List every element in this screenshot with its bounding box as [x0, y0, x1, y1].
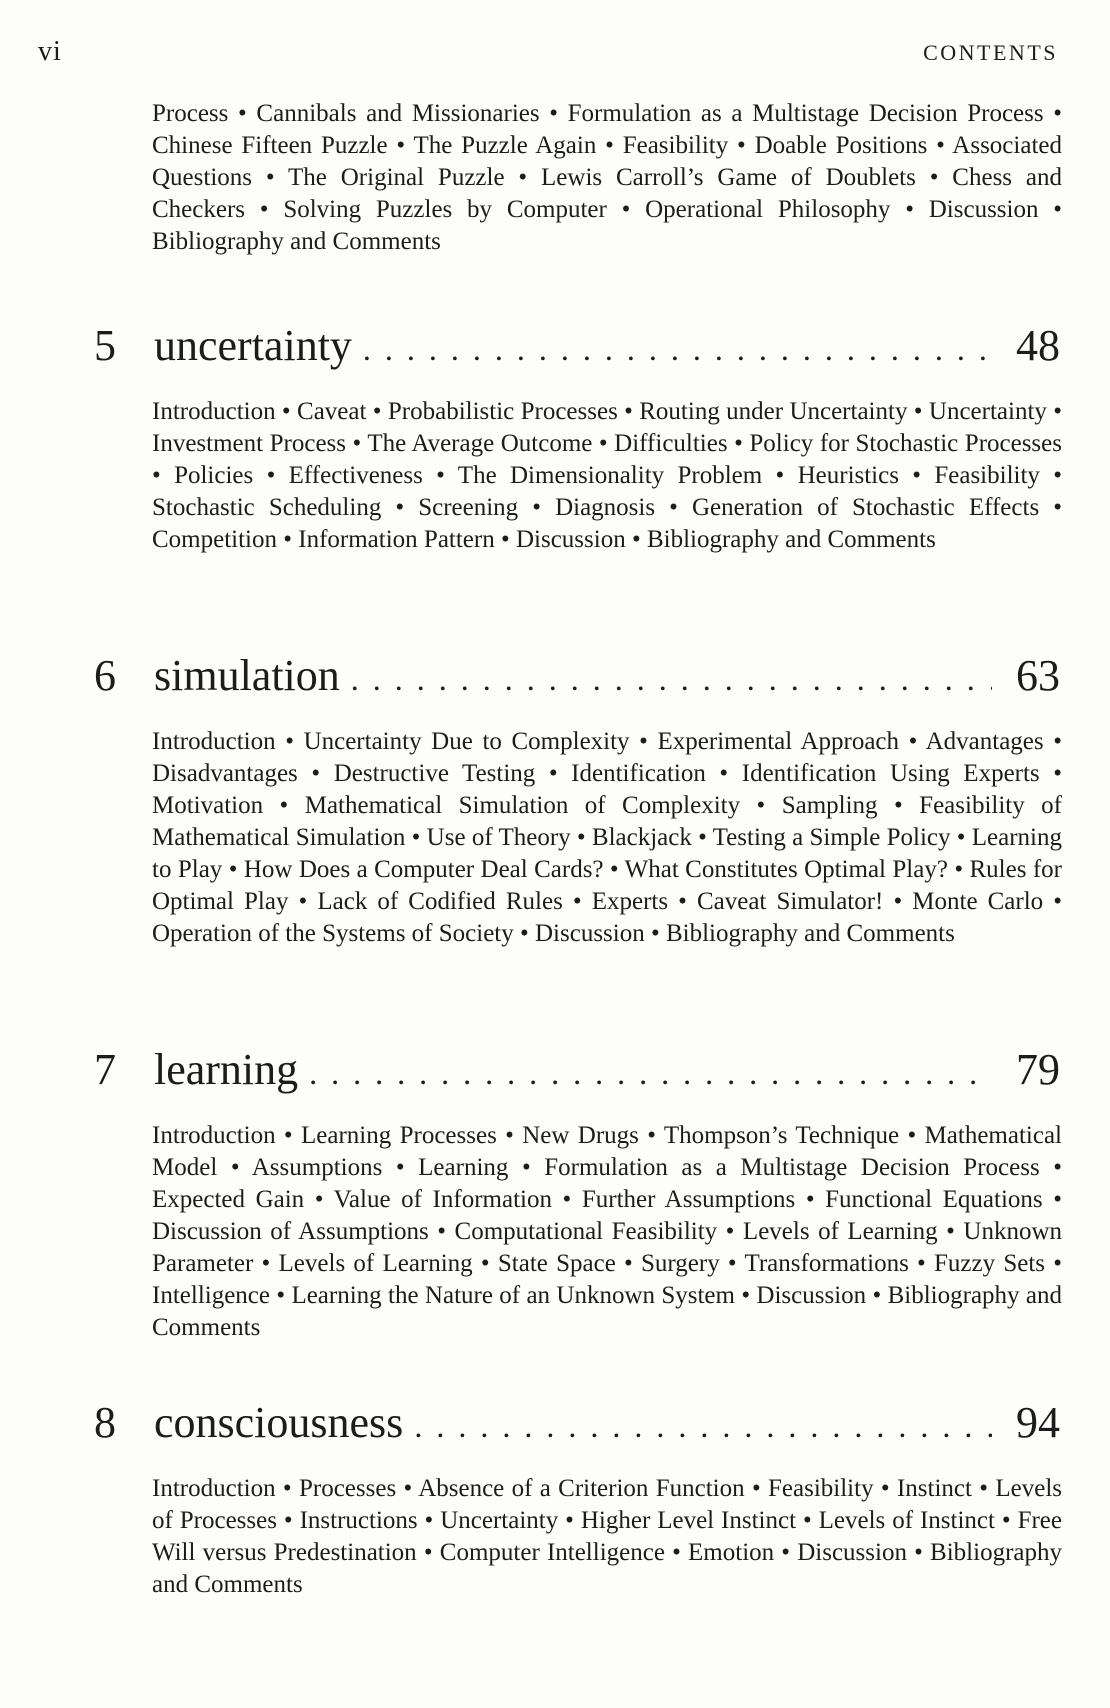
chapter-8-heading: [0, 1393, 1110, 1453]
chapter-page-number: 48: [1016, 321, 1060, 370]
chapter-6-topics: Introduction • Uncertainty Due to Complexity • Experimental Approach • Advantages • Disadvantages • Destructive Testing • Identification • Identification Using Experts • Motivation • Mathematical Simulation of Complexity • Sampling • Feasibility of Mathematical Simulation • Use of Theory • Blackjack • Testing a Simple Policy • Learning to Play • How Does a Computer Deal Cards? • What Constitutes Optimal Play? • Rules for Optimal Play • Lack of Codified Rules • Experts • Caveat Simulator! • Monte Carlo • Operation of the Systems of Society • Discussion • Bibliography and Comments: [152, 728, 1062, 947]
chapter-title: simulation . . .: [154, 646, 992, 709]
chapter-5-heading: [0, 316, 1110, 376]
chapter-7-heading: [0, 1040, 1110, 1100]
running-title: CONTENTS: [923, 40, 1058, 65]
chapter-7-topics: Introduction • Learning Processes • New Drugs • Thompson’s Technique • Mathematical Model • Assumptions • Learning • Formulation as a Multistage Decision Process • Expected Gain • Value of Information • Further Assumptions • Functional Equations • Discussion of Assumptions • Computational Feasibility • Levels of Learning • Unknown Parameter • Levels of Learning • State Space • Surgery • Transformations • Fuzzy Sets • Intelligence • Learning the Nature of an Unknown System • Discussion • Bibliography and Comments: [152, 1122, 1062, 1341]
chapter-title: uncertainty . . .: [154, 316, 992, 379]
chapter-5-topics: Introduction • Caveat • Probabilistic Processes • Routing under Uncertainty • Uncertainty • Investment Process • The Average Outcome • Difficulties • Policy for Stochastic Processes • Policies • Effectiveness • The Dimensionality Problem • Heuristics • Feasibility • Stochastic Scheduling • Screening • Diagnosis • Generation of Stochastic Effects • Competition • Information Pattern • Discussion • Bibliography and Comments: [152, 398, 1062, 553]
running-head: [0, 36, 1110, 72]
chapter-6-heading: [0, 646, 1110, 706]
chapter-title: consciousness . . .: [154, 1393, 992, 1456]
chapter-number: 6: [94, 651, 116, 700]
chapter-number: 7: [94, 1045, 116, 1094]
chapter-page-number: 63: [1016, 651, 1060, 700]
chapter-number: 8: [94, 1398, 116, 1447]
page-number: vi: [38, 36, 62, 67]
chapter-page-number: 79: [1016, 1045, 1060, 1094]
chapter-page-number: 94: [1016, 1398, 1060, 1447]
chapter-4-topics-continued: Process • Cannibals and Missionaries • Formulation as a Multistage Decision Process • Chinese Fifteen Puzzle • The Puzzle Again • Feasibility • Doable Positions • Associated Questions • The Original Puzzle • Lewis Carroll’s Game of Doublets • Chess and Checkers • Solving Puzzles by Computer • Operational Philosophy • Discussion • Bibliography and Comments: [152, 100, 1062, 255]
chapter-title: learning . . .: [154, 1040, 992, 1103]
chapter-8-topics: Introduction • Processes • Absence of a Criterion Function • Feasibility • Instinct • Levels of Processes • Instructions • Uncertainty • Higher Level Instinct • Levels of Instinct • Free Will versus Predestination • Computer Intelligence • Emotion • Discussion • Bibliography and Comments: [152, 1475, 1062, 1598]
chapter-number: 5: [94, 321, 116, 370]
